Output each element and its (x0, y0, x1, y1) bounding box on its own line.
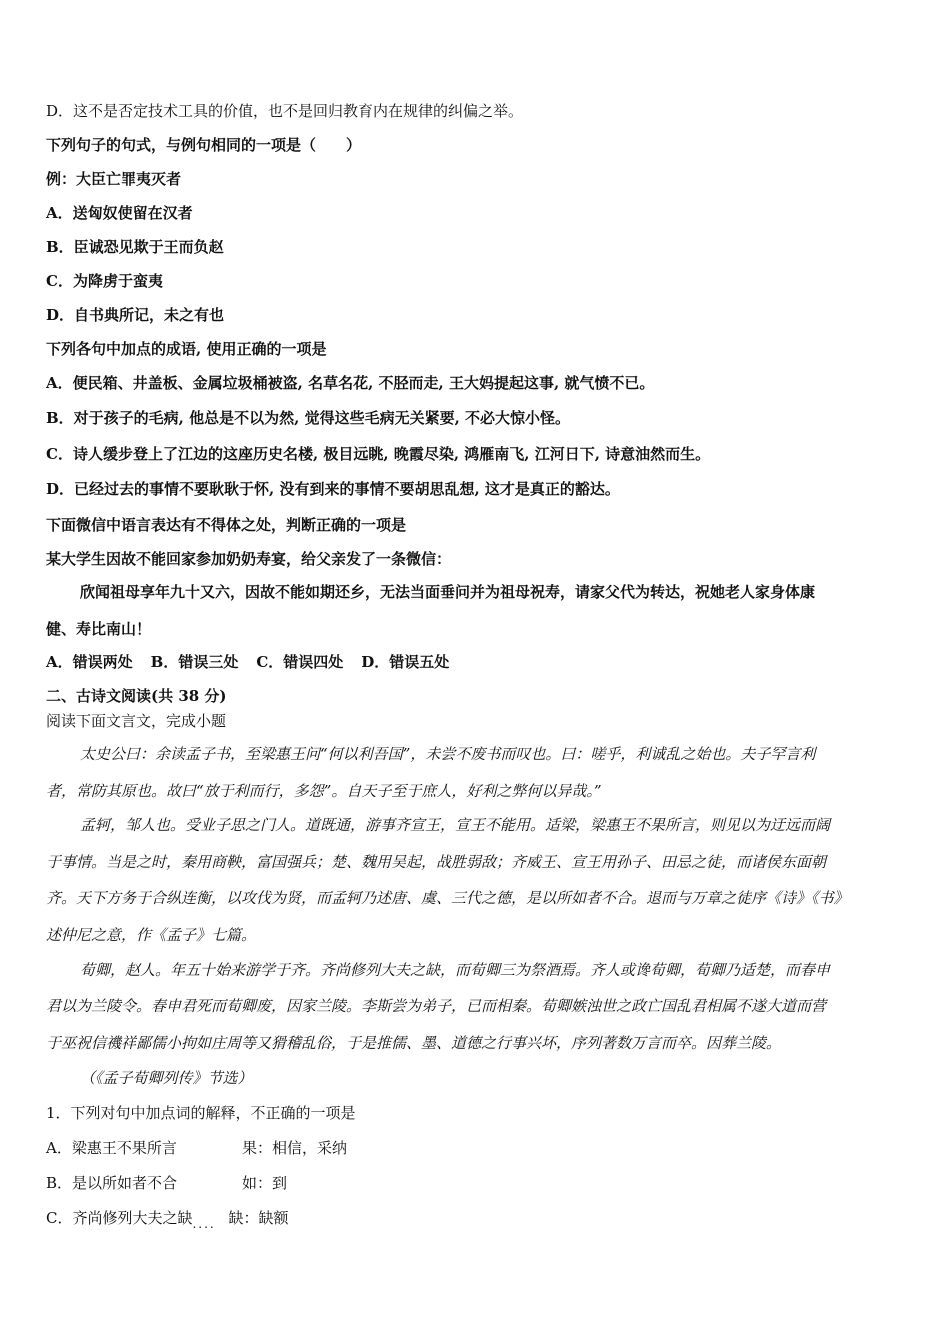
passage-line-4: 于事情。当是之时，秦用商鞅，富国强兵；楚、魏用吴起，战胜弱敌；齐威王、宣王用孙子、田忌之徒，而诸侯东面朝 (46, 853, 827, 871)
wechat-option-c: C．错误四处 (256, 653, 344, 671)
idiom-option-a: A．便民箱、井盖板、金属垃圾桶被盗, 名草名花, 不胫而走, 王大妈提起这事, 就气愤不已。 (46, 374, 655, 392)
question1-option-b (46, 1173, 906, 1193)
passage-line-2: 者，常防其原也。故曰“放于利而行，多怨”。自天子至于庶人，好利之弊何以异哉。” (46, 782, 602, 800)
passage-line-9: 于巫祝信禨祥鄙儒小拘如庄周等又猾稽乱俗，于是推儒、墨、道德之行事兴坏，序列著数万言而卒。因葬兰陵。 (46, 1034, 782, 1052)
wechat-intro: 某大学生因故不能回家参加奶奶寿宴，给父亲发了一条微信： (46, 550, 452, 568)
option-b-sentence: B．是以所如者不合 (46, 1174, 178, 1192)
wechat-option-a: A．错误两处 (46, 653, 133, 671)
passage-line-7: 荀卿，赵人。年五十始来游学于齐。齐尚修列大夫之缺，而荀卿三为祭酒焉。齐人或谗荀卿，荀卿乃适楚，而春申 (80, 961, 831, 979)
question1-option-a (46, 1138, 906, 1158)
emphasis-dots: .... (192, 1217, 216, 1231)
question1-stem: 1．下列对句中加点词的解释，不正确的一项是 (46, 1104, 356, 1122)
option-b-gloss: 如：到 (242, 1174, 288, 1192)
wechat-options (46, 652, 906, 672)
syntax-question-stem: 下列句子的句式，与例句相同的一项是（ ） (46, 136, 362, 154)
wechat-message-line1: 欣闻祖母享年九十又六，因故不能如期还乡，无法当面垂问并为祖母祝寿，请家父代为转达，祝她老人家身体康 (80, 583, 816, 601)
idiom-option-d: D．已经过去的事情不要耿耿于怀, 没有到来的事情不要胡思乱想, 这才是真正的豁达。 (46, 480, 620, 498)
wechat-option-b: B．错误三处 (150, 653, 239, 671)
prev-option-d: D．这不是否定技术工具的价值，也不是回归教育内在规律的纠偏之举。 (46, 102, 524, 120)
section2-heading: 二、古诗文阅读(共 38 分) (46, 687, 227, 705)
idiom-option-b: B．对于孩子的毛病, 他总是不以为然, 觉得这些毛病无关紧要, 不必大惊小怪。 (46, 409, 571, 427)
option-a-sentence: A．梁惠王不果所言 (46, 1139, 177, 1157)
idiom-option-c: C．诗人缓步登上了江边的这座历史名楼, 极目远眺, 晚霞尽染, 鸿雁南飞, 江河日下, 诗意油然而生。 (46, 445, 711, 463)
idiom-question-stem: 下列各句中加点的成语, 使用正确的一项是 (46, 340, 327, 358)
passage-line-8: 君以为兰陵令。春申君死而荀卿废，因家兰陵。李斯尝为弟子，已而相秦。荀卿嫉浊世之政亡国乱君相属不遂大道而营 (46, 997, 827, 1015)
passage-line-3: 孟轲，邹人也。受业子思之门人。道既通，游事齐宣王，宣王不能用。适梁，梁惠王不果所言，则见以为迂远而阔 (80, 816, 831, 834)
syntax-option-d: D．自书典所记，未之有也 (46, 306, 225, 324)
option-c-sentence: C．齐尚修列大夫之缺 (46, 1209, 193, 1227)
passage-line-5: 齐。天下方务于合纵连衡，以攻伐为贤，而孟轲乃述唐、虞、三代之德，是以所如者不合。退而与万章之徒序《诗》《书》 (46, 889, 849, 907)
option-c-gloss: 缺：缺额 (228, 1209, 289, 1227)
passage-line-6: 述仲尼之意，作《孟子》七篇。 (46, 926, 257, 944)
syntax-option-a: A．送匈奴使留在汉者 (46, 204, 193, 222)
wechat-question-stem: 下面微信中语言表达有不得体之处，判断正确的一项是 (46, 516, 407, 534)
wechat-option-d: D．错误五处 (361, 653, 450, 671)
wechat-message-line2: 健、寿比南山！ (46, 620, 152, 638)
passage-source: （《孟子荀卿列传》节选） (80, 1069, 253, 1087)
passage-line-1: 太史公曰：余读孟子书，至梁惠王问“何以利吾国”，未尝不废书而叹也。曰：嗟乎，利诚乱之始也。夫子罕言利 (80, 745, 816, 763)
section2-instruction: 阅读下面文言文，完成小题 (46, 712, 227, 730)
syntax-option-b: B．臣诚恐见欺于王而负赵 (46, 238, 224, 256)
syntax-option-c: C．为降虏于蛮夷 (46, 272, 163, 290)
option-a-gloss: 果：相信，采纳 (242, 1139, 348, 1157)
question1-option-c (46, 1208, 906, 1229)
syntax-example: 例：大臣亡罪夷灭者 (46, 170, 182, 188)
